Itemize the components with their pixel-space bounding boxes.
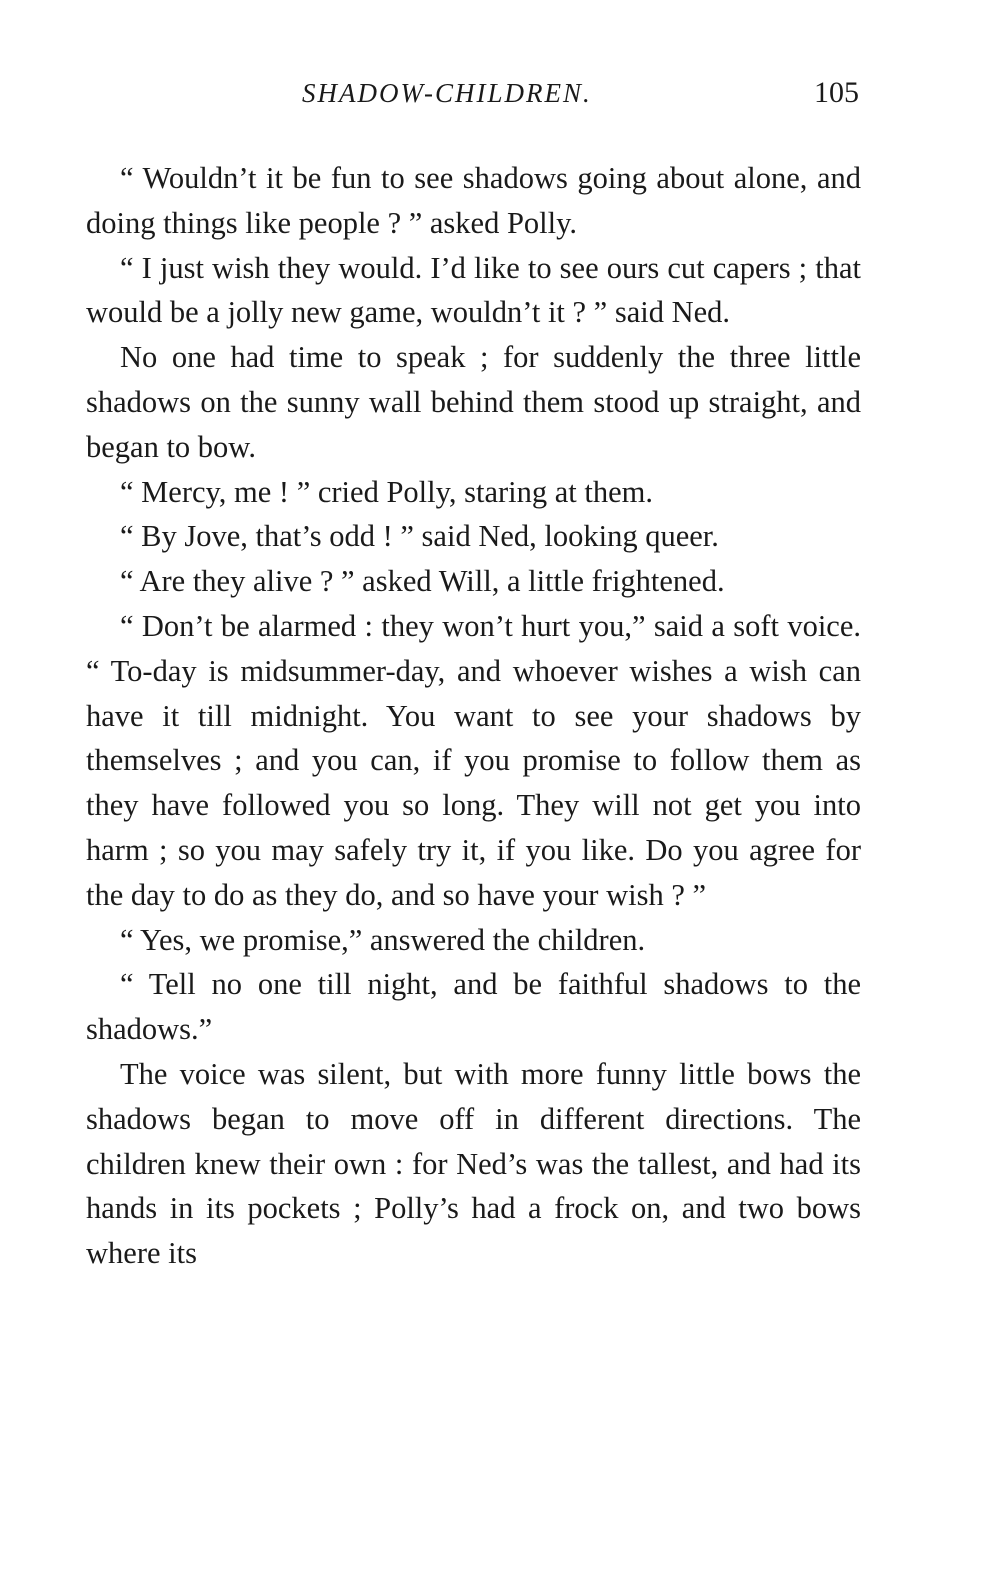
paragraph: “ By Jove, that’s odd ! ” said Ned, looking queer. bbox=[120, 519, 719, 554]
paragraph: “ Yes, we promise,” answered the children. bbox=[120, 922, 646, 957]
running-head bbox=[86, 70, 861, 122]
paragraph: “ Are they alive ? ” asked Will, a little frightened. bbox=[120, 564, 725, 599]
body-text bbox=[86, 156, 861, 1276]
paragraph: “ Mercy, me ! ” cried Polly, staring at them. bbox=[120, 474, 654, 509]
running-title: SHADOW-CHILDREN. bbox=[302, 78, 592, 108]
paragraph: The voice was silent, but with more funny little bows the shadows began to move off in different directions. The children knew their own : for Ned’s was the tallest, and had its hands in its pockets ; Polly’s had a frock on, and two bows where its bbox=[86, 1056, 861, 1271]
paragraph: “ I just wish they would. I’d like to see ours cut capers ; that would be a jolly new game, wouldn’t it ? ” said Ned. bbox=[86, 250, 861, 330]
paragraph: No one had time to speak ; for suddenly the three little shadows on the sunny wall behind them stood up straight, and began to bow. bbox=[86, 340, 861, 464]
paragraph: “ Tell no one till night, and be faithful shadows to the shadows.” bbox=[86, 967, 861, 1047]
paragraph: “ Wouldn’t it be fun to see shadows going about alone, and doing things like people ? ” asked Polly. bbox=[86, 161, 861, 240]
book-page bbox=[86, 70, 861, 1276]
paragraph: “ Don’t be alarmed : they won’t hurt you,” said a soft voice. “ To-day is midsummer-day, and whoever wishes a wish can have it till midnight. You want to see your shadows by themselves ; and you can, if you promise to follow them as they have followed you so long. They will not get you into harm ; so you may safely try it, if you like. Do you agree for the day to do as they do, and so have your wish ? ” bbox=[86, 608, 861, 912]
page-number: 105 bbox=[814, 76, 859, 109]
